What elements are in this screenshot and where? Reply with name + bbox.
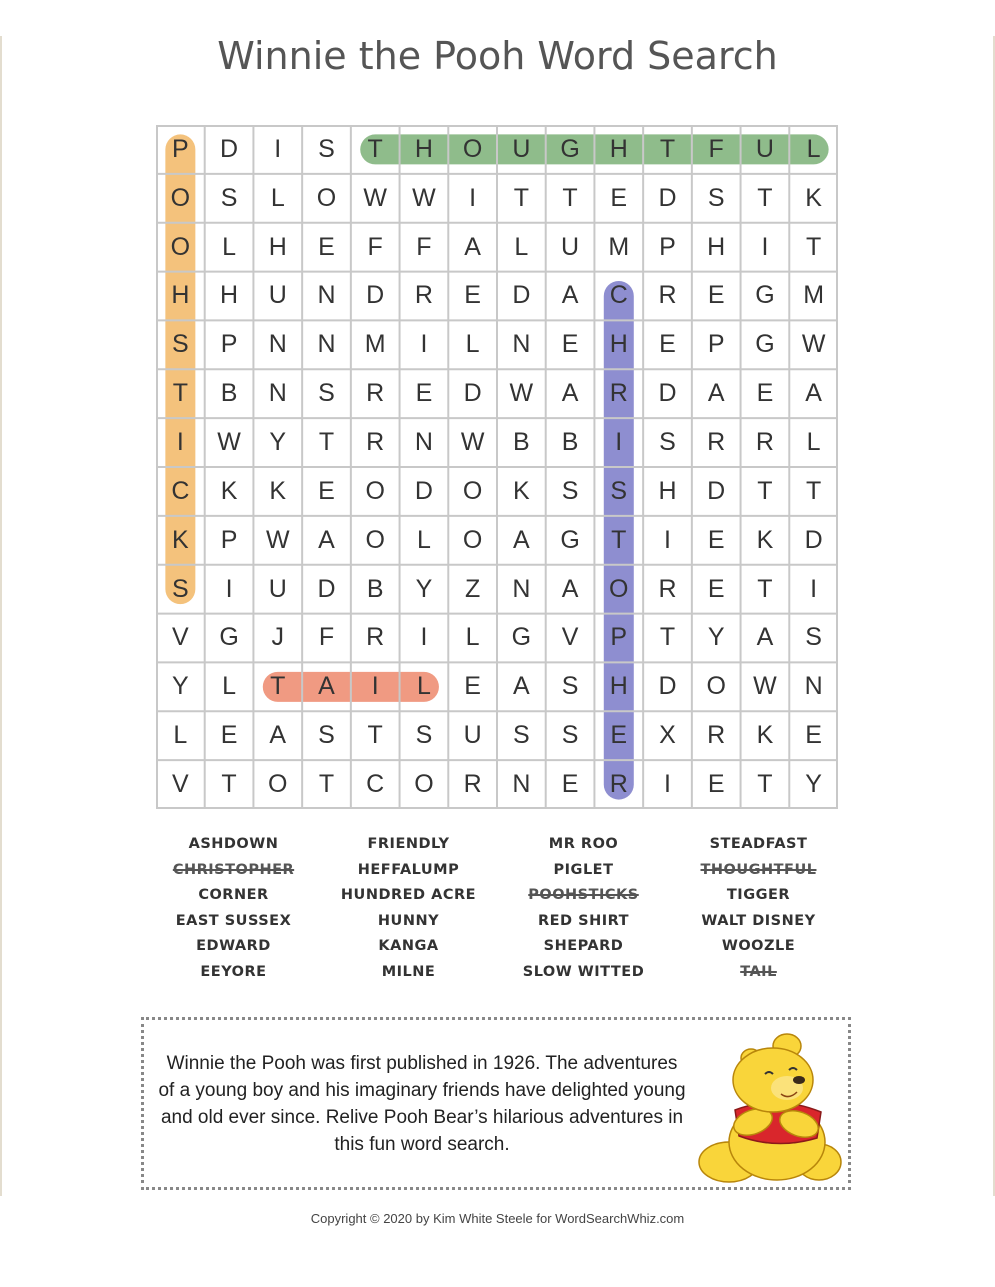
grid-cell: D — [317, 574, 336, 603]
grid-cell: O — [462, 476, 483, 505]
grid-cell: S — [805, 623, 822, 652]
word-list-item: EEYORE — [200, 964, 267, 980]
word-list-item: RED SHIRT — [537, 912, 630, 929]
grid-cell: A — [269, 721, 287, 750]
grid-cell: R — [755, 428, 774, 457]
grid-cell: U — [268, 281, 287, 310]
grid-cell: N — [268, 330, 287, 359]
grid-cell: R — [366, 428, 385, 457]
grid-cell: H — [268, 232, 287, 261]
grid-cell: S — [561, 672, 579, 701]
grid-cell: T — [221, 770, 237, 799]
grid-cell: S — [318, 379, 335, 408]
grid-cell: P — [220, 525, 238, 554]
grid-cell: R — [658, 574, 677, 603]
grid-cell: T — [805, 232, 822, 261]
grid-cell: K — [269, 476, 287, 505]
grid-cell: L — [222, 232, 236, 261]
grid-cell: L — [806, 428, 821, 457]
grid-cell: V — [561, 623, 579, 652]
grid-cell: I — [615, 428, 623, 457]
grid-cell: A — [805, 379, 822, 408]
word-list-item-found: POOHSTICKS — [528, 887, 639, 904]
grid-cell: T — [367, 134, 383, 163]
grid-cell: G — [755, 281, 775, 310]
word-list-item: HUNNY — [377, 912, 440, 929]
grid-cell: P — [610, 623, 628, 652]
grid-cell: W — [363, 183, 387, 212]
grid-cell: I — [420, 330, 428, 359]
grid-cell: N — [414, 428, 433, 457]
grid-cell: K — [756, 525, 774, 554]
grid-cell: I — [810, 574, 818, 603]
grid-cell: H — [220, 281, 239, 310]
grid-cell: S — [610, 476, 628, 505]
grid-cell: E — [707, 770, 725, 799]
grid-cell: H — [609, 330, 628, 359]
grid-cell: O — [462, 525, 483, 554]
grid-cell: F — [708, 134, 724, 163]
grid-cell: A — [707, 379, 725, 408]
grid-cell: E — [707, 525, 725, 554]
grid-cell: B — [561, 428, 579, 457]
grid-cell: S — [513, 721, 530, 750]
grid-cell: E — [561, 770, 579, 799]
grid-cell: T — [611, 525, 627, 554]
grid-cell: W — [509, 379, 534, 408]
grid-cell: T — [172, 379, 188, 408]
word-list-item: ASHDOWN — [188, 836, 279, 852]
grid-cell: K — [220, 476, 238, 505]
grid-cell: Y — [172, 672, 189, 701]
grid-cell: U — [268, 574, 287, 603]
grid-cell: C — [609, 281, 628, 310]
word-list-item: WALT DISNEY — [701, 912, 816, 929]
grid-cell: S — [561, 476, 579, 505]
grid-cell: W — [460, 428, 485, 457]
grid-cell: I — [176, 428, 184, 457]
grid-cell: T — [513, 183, 529, 212]
grid-cell: D — [804, 525, 823, 554]
grid-cell: A — [513, 525, 530, 554]
grid-cell: S — [707, 183, 725, 212]
word-list-item: EDWARD — [196, 938, 271, 955]
grid-cell: I — [420, 623, 428, 652]
grid-cell: W — [753, 672, 777, 701]
grid-cell: E — [318, 476, 335, 505]
grid-cell: F — [367, 232, 383, 261]
word-list-item: MR ROO — [548, 836, 619, 852]
grid-cell: O — [365, 525, 385, 554]
grid-cell: A — [318, 672, 335, 701]
grid-cell: H — [609, 134, 628, 163]
grid-cell: R — [707, 428, 726, 457]
grid-cell: N — [317, 330, 336, 359]
grid-cell: G — [755, 330, 775, 359]
grid-cell: R — [609, 770, 628, 799]
word-list — [146, 836, 846, 996]
grid-cell: D — [414, 476, 433, 505]
word-list-item: HUNDRED ACRE — [340, 887, 477, 904]
grid-cell: G — [560, 134, 580, 163]
grid-cell: Y — [415, 574, 433, 603]
grid-cell: Y — [707, 623, 725, 652]
grid-cell: L — [514, 232, 529, 261]
page-margin-rule-left — [0, 36, 2, 1196]
grid-cell: O — [414, 770, 434, 799]
grid-cell: P — [220, 330, 238, 359]
grid-cell: U — [463, 721, 482, 750]
grid-cell: V — [172, 770, 189, 799]
grid-cell: H — [658, 476, 677, 505]
grid-cell: K — [172, 525, 189, 554]
grid-cell: D — [658, 379, 677, 408]
word-list-item: PIGLET — [553, 861, 614, 878]
grid-cell: A — [561, 574, 579, 603]
grid-cell: H — [707, 232, 726, 261]
grid-cell: E — [415, 379, 433, 408]
grid-cell: L — [222, 672, 236, 701]
grid-cell: I — [761, 232, 769, 261]
grid-cell: A — [561, 281, 579, 310]
grid-cell: B — [513, 428, 530, 457]
grid-cell: T — [659, 623, 676, 652]
grid-cell: F — [416, 232, 432, 261]
grid-cell: L — [270, 183, 285, 212]
grid-cell: O — [609, 574, 629, 603]
grid-cell: E — [756, 379, 774, 408]
grid-cell: E — [659, 330, 676, 359]
grid-cell: R — [366, 379, 385, 408]
grid-cell: E — [464, 672, 481, 701]
grid-cell: D — [658, 183, 677, 212]
grid-cell: L — [416, 672, 431, 701]
grid-cell: S — [561, 721, 579, 750]
grid-cell: N — [512, 770, 531, 799]
word-list-item: CORNER — [198, 887, 269, 904]
grid-cell: D — [707, 476, 726, 505]
grid-cell: U — [755, 134, 774, 163]
grid-cell: O — [170, 232, 191, 261]
grid-cell: A — [561, 379, 579, 408]
grid-cell: T — [318, 770, 335, 799]
grid-cell: D — [220, 134, 239, 163]
word-list-item: FRIENDLY — [367, 836, 450, 852]
grid-cell: J — [271, 623, 285, 652]
grid-cell: L — [806, 134, 821, 163]
grid-cell: G — [219, 623, 239, 652]
grid-cell: T — [757, 770, 773, 799]
grid-cell: E — [610, 183, 628, 212]
grid-cell: E — [805, 721, 822, 750]
word-search-grid — [156, 125, 838, 809]
word-list-item: EAST SUSSEX — [175, 912, 292, 929]
grid-cell: A — [318, 525, 335, 554]
grid-cell: T — [757, 476, 773, 505]
grid-cell: R — [609, 379, 628, 408]
grid-cell: T — [757, 183, 773, 212]
grid-cell: N — [804, 672, 823, 701]
grid-cell: T — [367, 721, 383, 750]
grid-cell: T — [318, 428, 335, 457]
word-list-item: SLOW WITTED — [522, 964, 645, 980]
grid-cell: N — [512, 330, 531, 359]
grid-cell: D — [658, 672, 677, 701]
grid-cell: N — [317, 281, 336, 310]
word-list-item: TIGGER — [726, 887, 791, 904]
grid-cell: D — [463, 379, 482, 408]
word-list-item: HEFFALUMP — [357, 861, 460, 878]
grid-cell: I — [225, 574, 233, 603]
grid-cell: W — [217, 428, 241, 457]
grid-cell: R — [707, 721, 726, 750]
grid-cell: W — [801, 330, 826, 359]
word-list-item-found: CHRISTOPHER — [172, 861, 295, 878]
grid-cell: Y — [805, 770, 822, 799]
grid-cell: P — [172, 134, 189, 163]
grid-cell: L — [465, 623, 480, 652]
grid-cell: G — [560, 525, 580, 554]
copyright-text: Copyright © 2020 by Kim White Steele for WordSearchWhiz.com — [310, 1211, 685, 1226]
grid-cell: N — [268, 379, 287, 408]
page-title: Winnie the Pooh Word Search — [217, 34, 778, 78]
word-list-item-found: TAIL — [740, 964, 777, 980]
grid-cell: P — [707, 330, 725, 359]
grid-cell: H — [609, 672, 628, 701]
grid-cell: E — [610, 721, 628, 750]
grid-cell: V — [172, 623, 189, 652]
grid-cell: S — [172, 330, 189, 359]
grid-cell: L — [416, 525, 431, 554]
grid-cell: K — [756, 721, 774, 750]
grid-cell: X — [659, 721, 676, 750]
grid-cell: E — [707, 281, 725, 310]
grid-cell: L — [173, 721, 188, 750]
word-list-item: KANGA — [378, 938, 439, 955]
grid-cell: O — [365, 476, 385, 505]
grid-cell: D — [512, 281, 531, 310]
grid-cell: R — [414, 281, 433, 310]
grid-cell: I — [469, 183, 477, 212]
grid-cell: D — [366, 281, 385, 310]
grid-cell: S — [172, 574, 189, 603]
grid-cell: S — [415, 721, 433, 750]
grid-cell: T — [562, 183, 578, 212]
grid-cell: C — [366, 770, 385, 799]
info-text: Winnie the Pooh was first published in 1926. The adventures of a young boy and his imaginary friends have delighted young and old ever since. Relive Pooh Bear’s hilarious adventures in this fun word search. — [158, 1053, 686, 1155]
grid-cell: M — [803, 281, 825, 310]
grid-cell: H — [171, 281, 190, 310]
grid-cell: Z — [464, 574, 481, 603]
grid-cell: O — [170, 183, 191, 212]
grid-cell: S — [318, 134, 335, 163]
grid-cell: E — [561, 330, 579, 359]
grid-cell: A — [464, 232, 481, 261]
grid-cell: S — [659, 428, 676, 457]
grid-cell: G — [511, 623, 532, 652]
grid-cell: T — [805, 476, 822, 505]
grid-cell: M — [608, 232, 630, 261]
grid-cell: A — [756, 623, 774, 652]
grid-cell: Y — [269, 428, 287, 457]
word-list-item: MILNE — [381, 964, 436, 980]
grid-cell: E — [318, 232, 335, 261]
word-list-item: SHEPARD — [543, 938, 624, 955]
grid-cell: K — [805, 183, 822, 212]
grid-cell: I — [664, 770, 671, 799]
word-list-item: WOOZLE — [721, 938, 796, 955]
grid-cell: I — [371, 672, 379, 701]
grid-cell: I — [274, 134, 282, 163]
grid-cell: E — [220, 721, 238, 750]
grid-cell: K — [513, 476, 530, 505]
grid-cell: S — [318, 721, 335, 750]
grid-cell: U — [512, 134, 531, 163]
grid-cell: I — [664, 525, 671, 554]
word-list-item-found: THOUGHTFUL — [700, 861, 817, 878]
grid-cell: O — [706, 672, 726, 701]
grid-cell: F — [318, 623, 335, 652]
grid-cell: N — [512, 574, 531, 603]
grid-cell: W — [412, 183, 436, 212]
grid-cell: R — [463, 770, 482, 799]
grid-cell: O — [462, 134, 483, 163]
pooh-bear-illustration — [689, 1022, 854, 1187]
grid-cell: R — [366, 623, 385, 652]
word-list-item: STEADFAST — [709, 836, 808, 852]
grid-cell: O — [268, 770, 288, 799]
grid-cell: S — [220, 183, 238, 212]
grid-cell: B — [220, 379, 238, 408]
grid-cell: T — [270, 672, 286, 701]
grid-cell: U — [561, 232, 580, 261]
grid-cell: H — [414, 134, 433, 163]
grid-cell: C — [171, 476, 190, 505]
grid-cell: R — [658, 281, 677, 310]
grid-cell: M — [364, 330, 386, 359]
grid-cell: O — [316, 183, 337, 212]
grid-cell: E — [464, 281, 481, 310]
grid-cell: P — [659, 232, 676, 261]
grid-cell: W — [265, 525, 290, 554]
grid-cell: A — [513, 672, 530, 701]
grid-cell: T — [757, 574, 773, 603]
grid-cell: T — [659, 134, 676, 163]
info-box — [141, 1017, 851, 1190]
grid-cell: E — [707, 574, 725, 603]
grid-cell: L — [465, 330, 480, 359]
grid-cell: B — [366, 574, 384, 603]
